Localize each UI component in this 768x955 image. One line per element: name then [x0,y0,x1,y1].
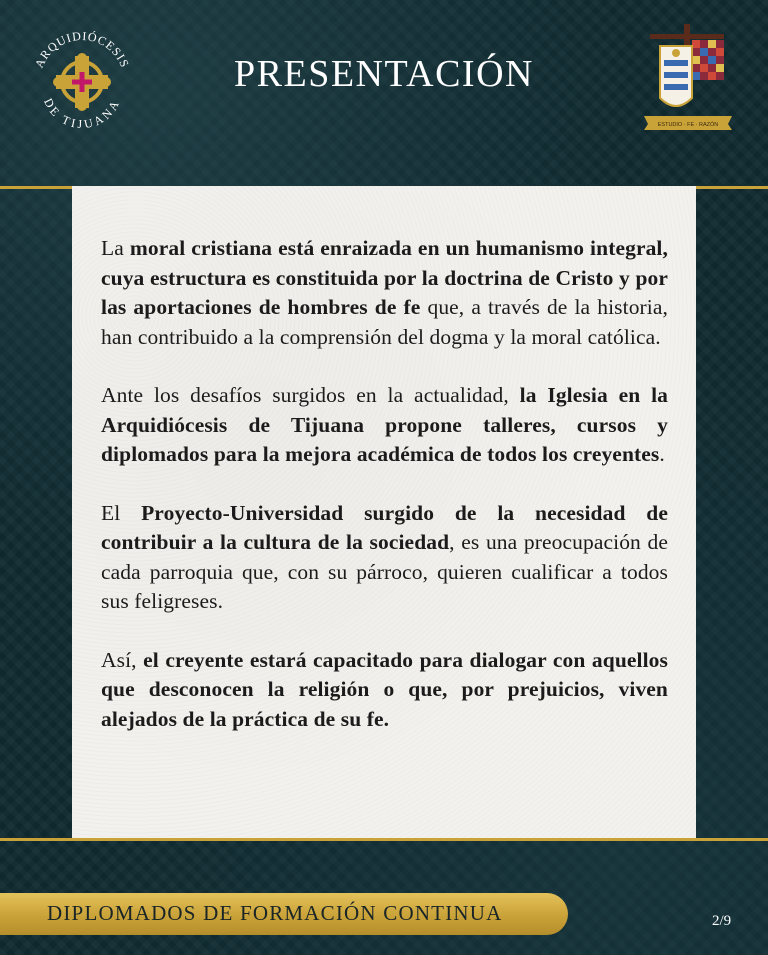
paragraph-2 [101,381,668,470]
seal-arc-top: ARQUIDIÓCESIS [31,30,133,71]
paragraph-2-text-1: Ante los desafíos surgidos en la actualidad, [101,383,520,407]
text-panel [72,186,696,838]
paragraph-2-text-2: . [659,442,665,466]
paragraph-1-text-2: que, a través de la historia, han contribuido a la comprensión del dogma y la moral católica. [101,295,668,349]
footer-banner [0,893,568,935]
paragraph-4 [101,646,668,735]
page-title: PRESENTACIÓN [234,53,534,95]
page-number: 2/9 [712,913,732,929]
paragraph-4-bold: el creyente estará capacitado para dialogar con aquellos que desconocen la religión o que, por prejuicios, viven alejados de la práctica de su fe. [101,647,668,731]
paragraph-1 [101,234,668,352]
paragraph-3-text-1: El [101,500,142,525]
gold-divider-bottom [0,838,768,841]
university-crest-icon [640,20,736,132]
paragraph-2-bold: la Iglesia en la Arquidiócesis de Tijuana propone talleres, cursos y diplomados para la mejora académica de todos los creyentes [101,383,668,466]
paragraph-1-bold: moral cristiana está enraizada en un humanismo integral, cuya estructura es constituida por la doctrina de Cristo y por las aportaciones de hombres de fe [101,236,668,319]
seal-arc-bottom: DE TIJUANA [41,95,123,130]
university-logo [640,20,736,132]
paragraph-3-text-2: , es una preocupación de cada parroquia que, con su párroco, quieren cualificar a todos sus feligreses. [101,530,668,613]
paragraph-1-text-1: La [101,236,130,260]
paragraph-3-bold: Proyecto-Universidad surgido de la necesidad de contribuir a la cultura de la sociedad [101,500,668,554]
footer-banner-text: DIPLOMADOS DE FORMACIÓN CONTINUA [47,901,503,925]
crest-ribbon-text: ESTUDIO · FE · RAZÓN [657,122,719,128]
paragraph-3 [101,499,668,617]
paragraph-4-text-1: Así, [101,647,144,672]
